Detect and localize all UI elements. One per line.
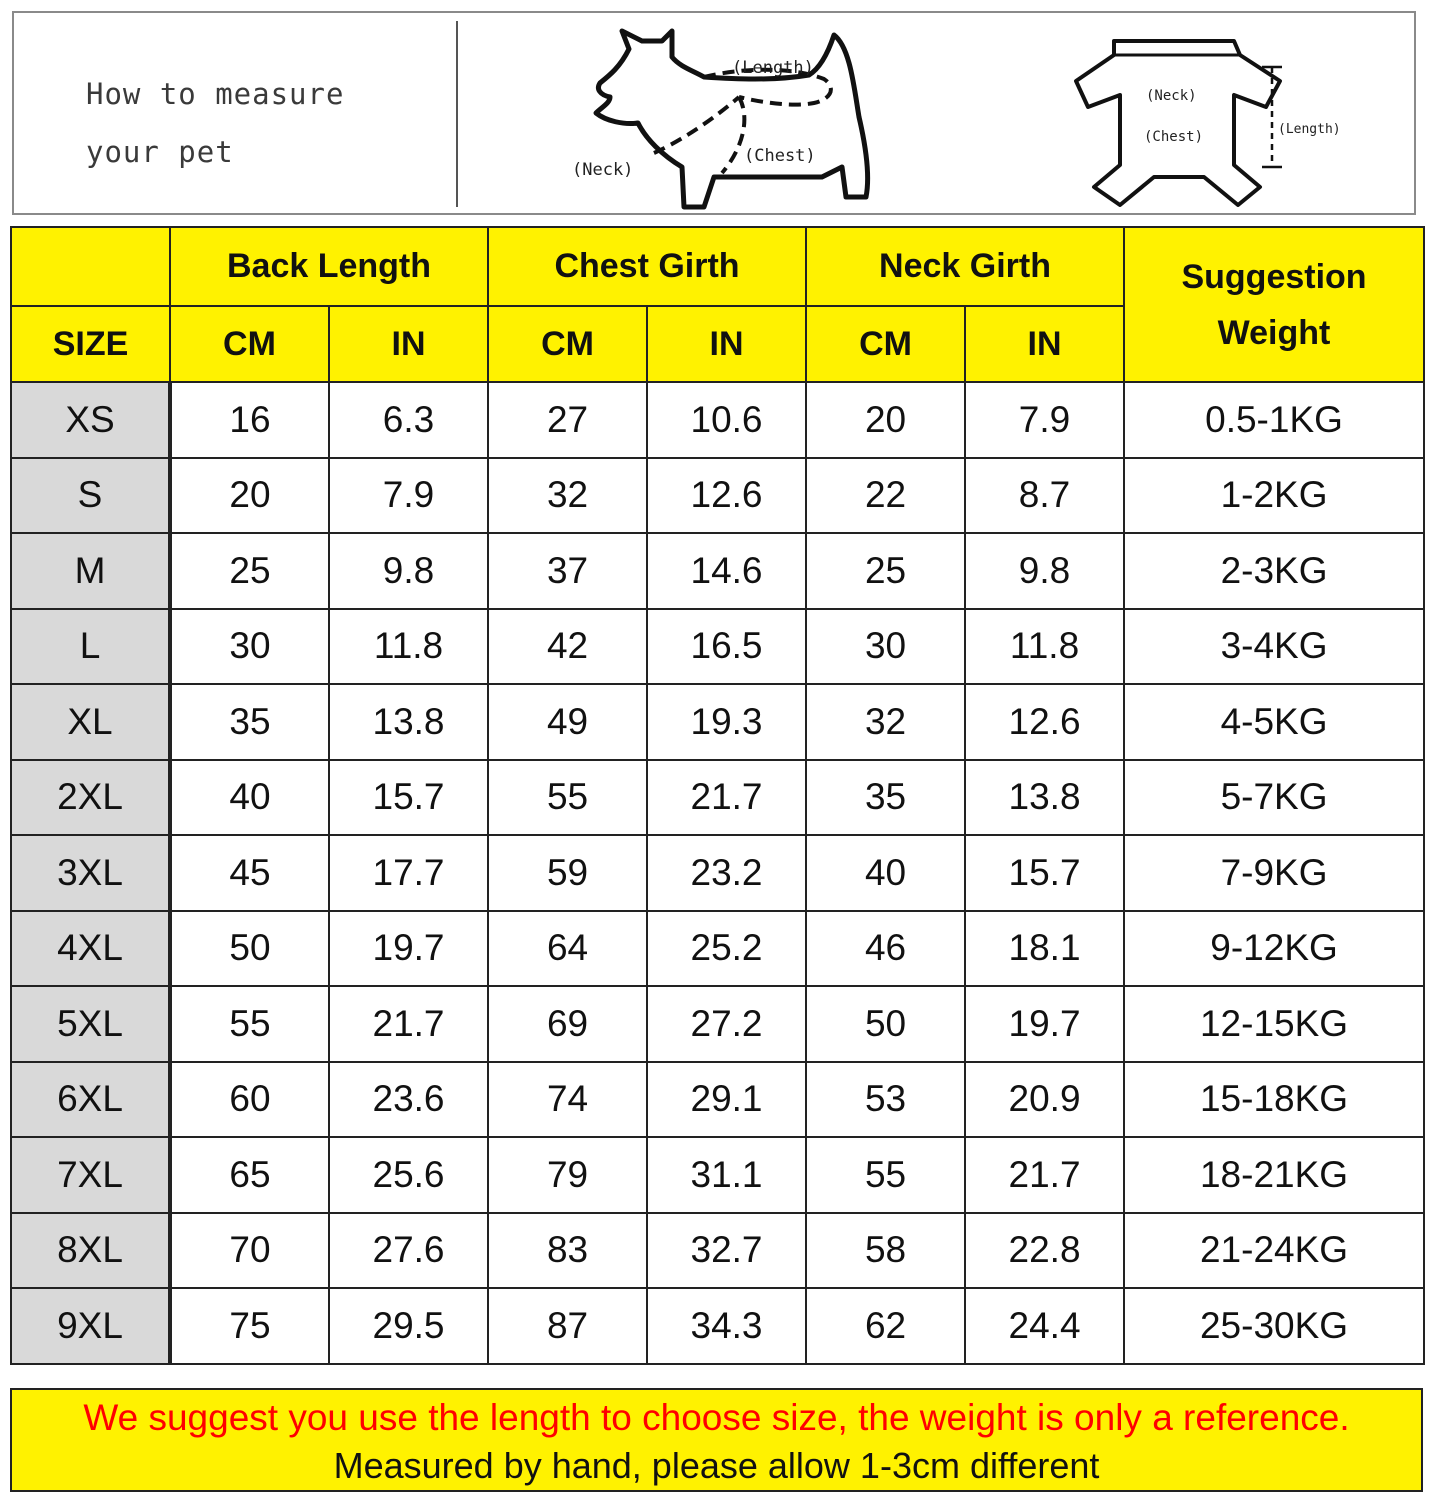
back-length-header: Back Length — [170, 227, 488, 306]
suggestion-weight: 18-21KG — [1124, 1137, 1424, 1213]
suggestion-weight: 1-2KG — [1124, 458, 1424, 534]
back-length-in: 29.5 — [329, 1288, 488, 1364]
neck-girth-in: 13.8 — [965, 760, 1124, 836]
table-row — [11, 382, 1424, 458]
chest-girth-cm: 59 — [488, 835, 647, 911]
measure-guide-panel — [12, 11, 1416, 215]
chest-girth-in: 21.7 — [647, 760, 806, 836]
neck-girth-in: 18.1 — [965, 911, 1124, 987]
back-length-in: 15.7 — [329, 760, 488, 836]
back-length-cm: 30 — [170, 609, 329, 685]
neck-girth-in: 7.9 — [965, 382, 1124, 458]
neck-girth-in: 20.9 — [965, 1062, 1124, 1138]
chest-girth-in: 31.1 — [647, 1137, 806, 1213]
size-cell: 8XL — [11, 1213, 170, 1289]
suggestion-weight-line-1: Suggestion — [1181, 257, 1367, 296]
suggestion-weight-line-2: Weight — [1217, 313, 1331, 352]
back-length-in: 6.3 — [329, 382, 488, 458]
group-header-row — [11, 227, 1424, 306]
chest-girth-in: 25.2 — [647, 911, 806, 987]
neck-girth-cm: 46 — [806, 911, 965, 987]
neck-girth-in: 15.7 — [965, 835, 1124, 911]
chest-girth-cm: 69 — [488, 986, 647, 1062]
chest-girth-in: 27.2 — [647, 986, 806, 1062]
table-row — [11, 760, 1424, 836]
table-row — [11, 835, 1424, 911]
chest-girth-in-header: IN — [647, 306, 806, 382]
neck-girth-cm: 62 — [806, 1288, 965, 1364]
neck-girth-cm: 50 — [806, 986, 965, 1062]
panel-divider — [456, 21, 458, 207]
suggestion-weight: 0.5-1KG — [1124, 382, 1424, 458]
neck-girth-cm: 55 — [806, 1137, 965, 1213]
table-row — [11, 1213, 1424, 1289]
back-length-in: 13.8 — [329, 684, 488, 760]
back-length-in: 25.6 — [329, 1137, 488, 1213]
back-length-cm: 65 — [170, 1137, 329, 1213]
suggestion-weight: 5-7KG — [1124, 760, 1424, 836]
neck-girth-in: 19.7 — [965, 986, 1124, 1062]
chest-girth-in: 16.5 — [647, 609, 806, 685]
back-length-in: 7.9 — [329, 458, 488, 534]
dog-length-label: (Length) — [732, 58, 814, 78]
measurement-tolerance-note: Measured by hand, please allow 1-3cm different — [333, 1445, 1100, 1486]
title-line-2: your pet — [86, 135, 234, 169]
neck-girth-in: 12.6 — [965, 684, 1124, 760]
chest-girth-cm: 87 — [488, 1288, 647, 1364]
neck-girth-cm: 20 — [806, 382, 965, 458]
size-cell: 7XL — [11, 1137, 170, 1213]
neck-girth-cm: 35 — [806, 760, 965, 836]
back-length-cm: 25 — [170, 533, 329, 609]
size-rows — [11, 382, 1424, 1364]
size-cell: 5XL — [11, 986, 170, 1062]
chest-girth-cm: 79 — [488, 1137, 647, 1213]
size-header: SIZE — [11, 306, 170, 382]
neck-girth-in: 8.7 — [965, 458, 1124, 534]
table-row — [11, 1062, 1424, 1138]
size-cell: 4XL — [11, 911, 170, 987]
chest-girth-cm: 55 — [488, 760, 647, 836]
size-cell: 9XL — [11, 1288, 170, 1364]
neck-girth-cm: 25 — [806, 533, 965, 609]
table-row — [11, 911, 1424, 987]
back-length-in-header: IN — [329, 306, 488, 382]
suggestion-weight: 25-30KG — [1124, 1288, 1424, 1364]
size-cell: M — [11, 533, 170, 609]
back-length-cm: 16 — [170, 382, 329, 458]
dog-measurement-diagram — [554, 27, 904, 213]
back-length-in: 21.7 — [329, 986, 488, 1062]
back-length-in: 9.8 — [329, 533, 488, 609]
table-row — [11, 986, 1424, 1062]
back-length-cm: 75 — [170, 1288, 329, 1364]
chest-girth-cm: 27 — [488, 382, 647, 458]
table-row — [11, 609, 1424, 685]
back-length-in: 17.7 — [329, 835, 488, 911]
footer-note — [10, 1388, 1423, 1492]
dog-chest-label: (Chest) — [744, 146, 816, 166]
size-cell: XL — [11, 684, 170, 760]
suggestion-weight: 9-12KG — [1124, 911, 1424, 987]
chest-girth-cm: 74 — [488, 1062, 647, 1138]
back-length-cm: 40 — [170, 760, 329, 836]
back-length-cm: 35 — [170, 684, 329, 760]
neck-girth-in: 24.4 — [965, 1288, 1124, 1364]
chest-girth-cm: 64 — [488, 911, 647, 987]
shirt-neck-label: (Neck) — [1146, 88, 1197, 104]
suggestion-weight: 7-9KG — [1124, 835, 1424, 911]
back-length-cm: 50 — [170, 911, 329, 987]
suggestion-weight: 4-5KG — [1124, 684, 1424, 760]
suggestion-weight: 3-4KG — [1124, 609, 1424, 685]
chest-girth-in: 14.6 — [647, 533, 806, 609]
dog-neck-label: (Neck) — [572, 160, 634, 180]
size-cell: L — [11, 609, 170, 685]
chest-girth-in: 19.3 — [647, 684, 806, 760]
size-cell: 3XL — [11, 835, 170, 911]
back-length-cm: 20 — [170, 458, 329, 534]
suggestion-weight-header — [1124, 227, 1424, 382]
neck-girth-cm: 22 — [806, 458, 965, 534]
neck-girth-in-header: IN — [965, 306, 1124, 382]
chest-girth-in: 32.7 — [647, 1213, 806, 1289]
shirt-silhouette-icon — [1076, 41, 1280, 205]
neck-girth-cm: 32 — [806, 684, 965, 760]
measure-guide-title — [86, 65, 446, 181]
neck-girth-cm: 53 — [806, 1062, 965, 1138]
suggestion-weight: 2-3KG — [1124, 533, 1424, 609]
neck-girth-in: 9.8 — [965, 533, 1124, 609]
back-length-cm: 45 — [170, 835, 329, 911]
chest-girth-cm: 32 — [488, 458, 647, 534]
back-length-in: 27.6 — [329, 1213, 488, 1289]
chest-girth-in: 29.1 — [647, 1062, 806, 1138]
size-cell: XS — [11, 382, 170, 458]
size-advice-note: We suggest you use the length to choose size, the weight is only a reference. — [83, 1397, 1350, 1438]
chest-girth-header: Chest Girth — [488, 227, 806, 306]
table-row — [11, 1137, 1424, 1213]
chest-girth-in: 23.2 — [647, 835, 806, 911]
size-cell: S — [11, 458, 170, 534]
suggestion-weight: 12-15KG — [1124, 986, 1424, 1062]
chest-girth-cm: 37 — [488, 533, 647, 609]
back-length-cm: 70 — [170, 1213, 329, 1289]
size-corner-cell — [11, 227, 170, 306]
table-row — [11, 458, 1424, 534]
suggestion-weight: 15-18KG — [1124, 1062, 1424, 1138]
neck-girth-in: 21.7 — [965, 1137, 1124, 1213]
title-line-1: How to measure — [86, 77, 345, 111]
shirt-chest-label: (Chest) — [1144, 129, 1204, 145]
neck-girth-cm: 58 — [806, 1213, 965, 1289]
shirt-length-label: (Length) — [1278, 122, 1341, 137]
table-row — [11, 684, 1424, 760]
chest-girth-cm-header: CM — [488, 306, 647, 382]
back-length-in: 11.8 — [329, 609, 488, 685]
size-chart-table — [10, 226, 1425, 1365]
chest-girth-in: 34.3 — [647, 1288, 806, 1364]
back-length-cm: 55 — [170, 986, 329, 1062]
neck-girth-cm: 30 — [806, 609, 965, 685]
chest-girth-in: 10.6 — [647, 382, 806, 458]
back-length-cm-header: CM — [170, 306, 329, 382]
size-cell: 2XL — [11, 760, 170, 836]
neck-girth-cm: 40 — [806, 835, 965, 911]
table-row — [11, 533, 1424, 609]
neck-measure-line — [654, 97, 739, 153]
shirt-measurement-diagram — [1054, 37, 1374, 207]
back-length-in: 19.7 — [329, 911, 488, 987]
back-length-in: 23.6 — [329, 1062, 488, 1138]
chest-girth-cm: 49 — [488, 684, 647, 760]
table-row — [11, 1288, 1424, 1364]
suggestion-weight: 21-24KG — [1124, 1213, 1424, 1289]
chest-girth-cm: 42 — [488, 609, 647, 685]
back-length-cm: 60 — [170, 1062, 329, 1138]
neck-girth-in: 22.8 — [965, 1213, 1124, 1289]
neck-girth-cm-header: CM — [806, 306, 965, 382]
size-cell: 6XL — [11, 1062, 170, 1138]
chest-girth-in: 12.6 — [647, 458, 806, 534]
neck-girth-in: 11.8 — [965, 609, 1124, 685]
neck-girth-header: Neck Girth — [806, 227, 1124, 306]
chest-girth-cm: 83 — [488, 1213, 647, 1289]
